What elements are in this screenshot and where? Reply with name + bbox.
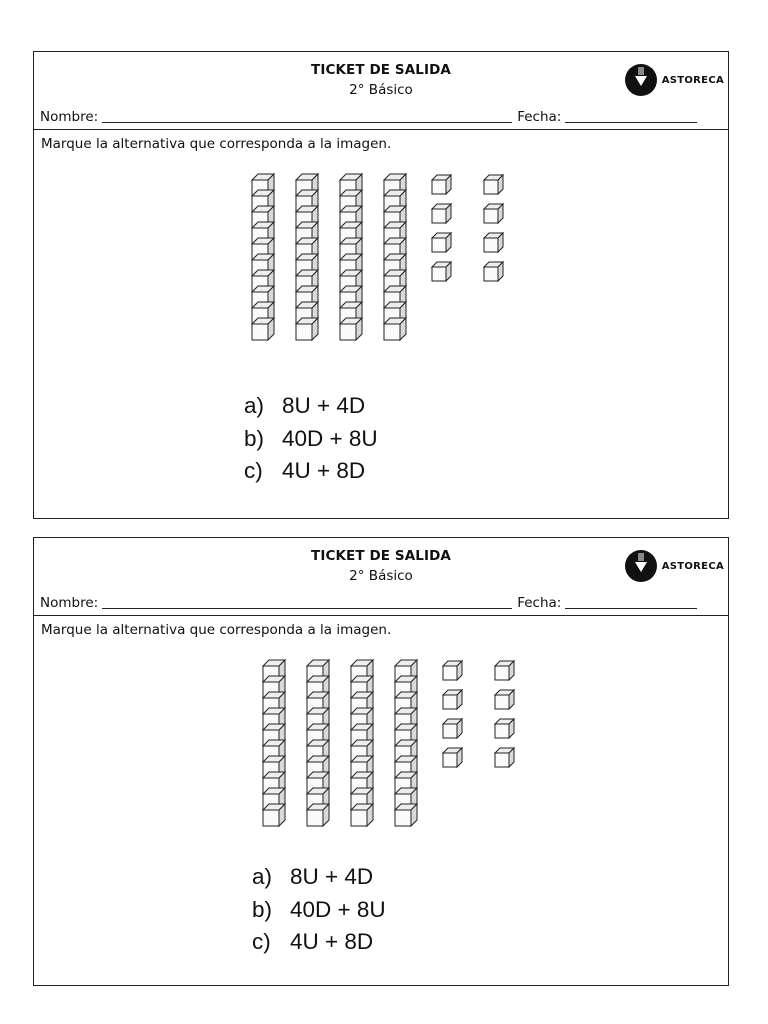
ticket-header [34, 52, 728, 130]
instruction-text: Marque la alternativa que corresponda a la imagen. [41, 622, 392, 638]
unit-cube [484, 204, 503, 223]
option-c[interactable] [244, 455, 378, 488]
logo-mark-icon [625, 64, 657, 96]
unit-cube [432, 175, 451, 194]
answer-options [244, 390, 378, 488]
base-ten-blocks-figure [240, 160, 540, 365]
name-date-row [40, 595, 716, 611]
name-field[interactable] [102, 109, 512, 123]
unit-cube [495, 719, 514, 738]
ten-rod [351, 660, 373, 826]
base-ten-blocks-figure [251, 646, 551, 851]
exit-ticket-2 [33, 537, 729, 986]
ten-rod [395, 660, 417, 826]
answer-options [252, 861, 386, 959]
option-text: 40D + 8U [290, 896, 386, 922]
unit-cube [432, 233, 451, 252]
ten-rod [307, 660, 329, 826]
date-label: Fecha: [517, 595, 562, 611]
unit-cube [484, 262, 503, 281]
ticket-header [34, 538, 728, 616]
name-date-row [40, 109, 716, 125]
ten-rod [252, 174, 274, 340]
ten-rod [263, 660, 285, 826]
ten-rod [340, 174, 362, 340]
name-label: Nombre: [40, 595, 99, 611]
option-text: 8U + 4D [282, 393, 366, 418]
unit-cube [432, 204, 451, 223]
ten-rod [296, 174, 318, 340]
option-text: 4U + 8D [282, 458, 366, 483]
logo-text: ASTORECA [661, 560, 724, 572]
option-letter: a) [252, 864, 273, 889]
date-label: Fecha: [517, 109, 562, 125]
option-b[interactable] [244, 423, 378, 456]
unit-cube [443, 690, 462, 709]
option-letter: c) [244, 458, 263, 483]
unit-cube [495, 748, 514, 767]
unit-cube [484, 175, 503, 194]
option-a[interactable] [244, 390, 378, 423]
unit-cube [495, 690, 514, 709]
astoreca-logo [625, 550, 724, 582]
ticket-title: TICKET DE SALIDA [311, 62, 451, 78]
unit-cube [484, 233, 503, 252]
logo-text: ASTORECA [661, 74, 724, 86]
option-letter: b) [252, 896, 273, 922]
option-letter: b) [244, 425, 265, 451]
unit-cube [443, 748, 462, 767]
logo-mark-icon [625, 550, 657, 582]
name-label: Nombre: [40, 109, 99, 125]
date-field[interactable] [565, 109, 697, 123]
astoreca-logo [625, 64, 724, 96]
option-text: 4U + 8D [290, 929, 374, 954]
option-b[interactable] [252, 894, 386, 927]
grade-label: 2° Básico [349, 82, 413, 98]
option-c[interactable] [252, 926, 386, 959]
exit-ticket-1 [33, 51, 729, 519]
ten-rod [384, 174, 406, 340]
instruction-text: Marque la alternativa que corresponda a la imagen. [41, 136, 392, 152]
option-text: 40D + 8U [282, 425, 378, 451]
option-letter: a) [244, 393, 265, 418]
option-letter: c) [252, 929, 271, 954]
option-a[interactable] [252, 861, 386, 894]
date-field[interactable] [565, 595, 697, 609]
name-field[interactable] [102, 595, 512, 609]
ticket-title: TICKET DE SALIDA [311, 548, 451, 564]
unit-cube [443, 719, 462, 738]
unit-cube [443, 661, 462, 680]
option-text: 8U + 4D [290, 864, 374, 889]
unit-cube [432, 262, 451, 281]
grade-label: 2° Básico [349, 568, 413, 584]
unit-cube [495, 661, 514, 680]
